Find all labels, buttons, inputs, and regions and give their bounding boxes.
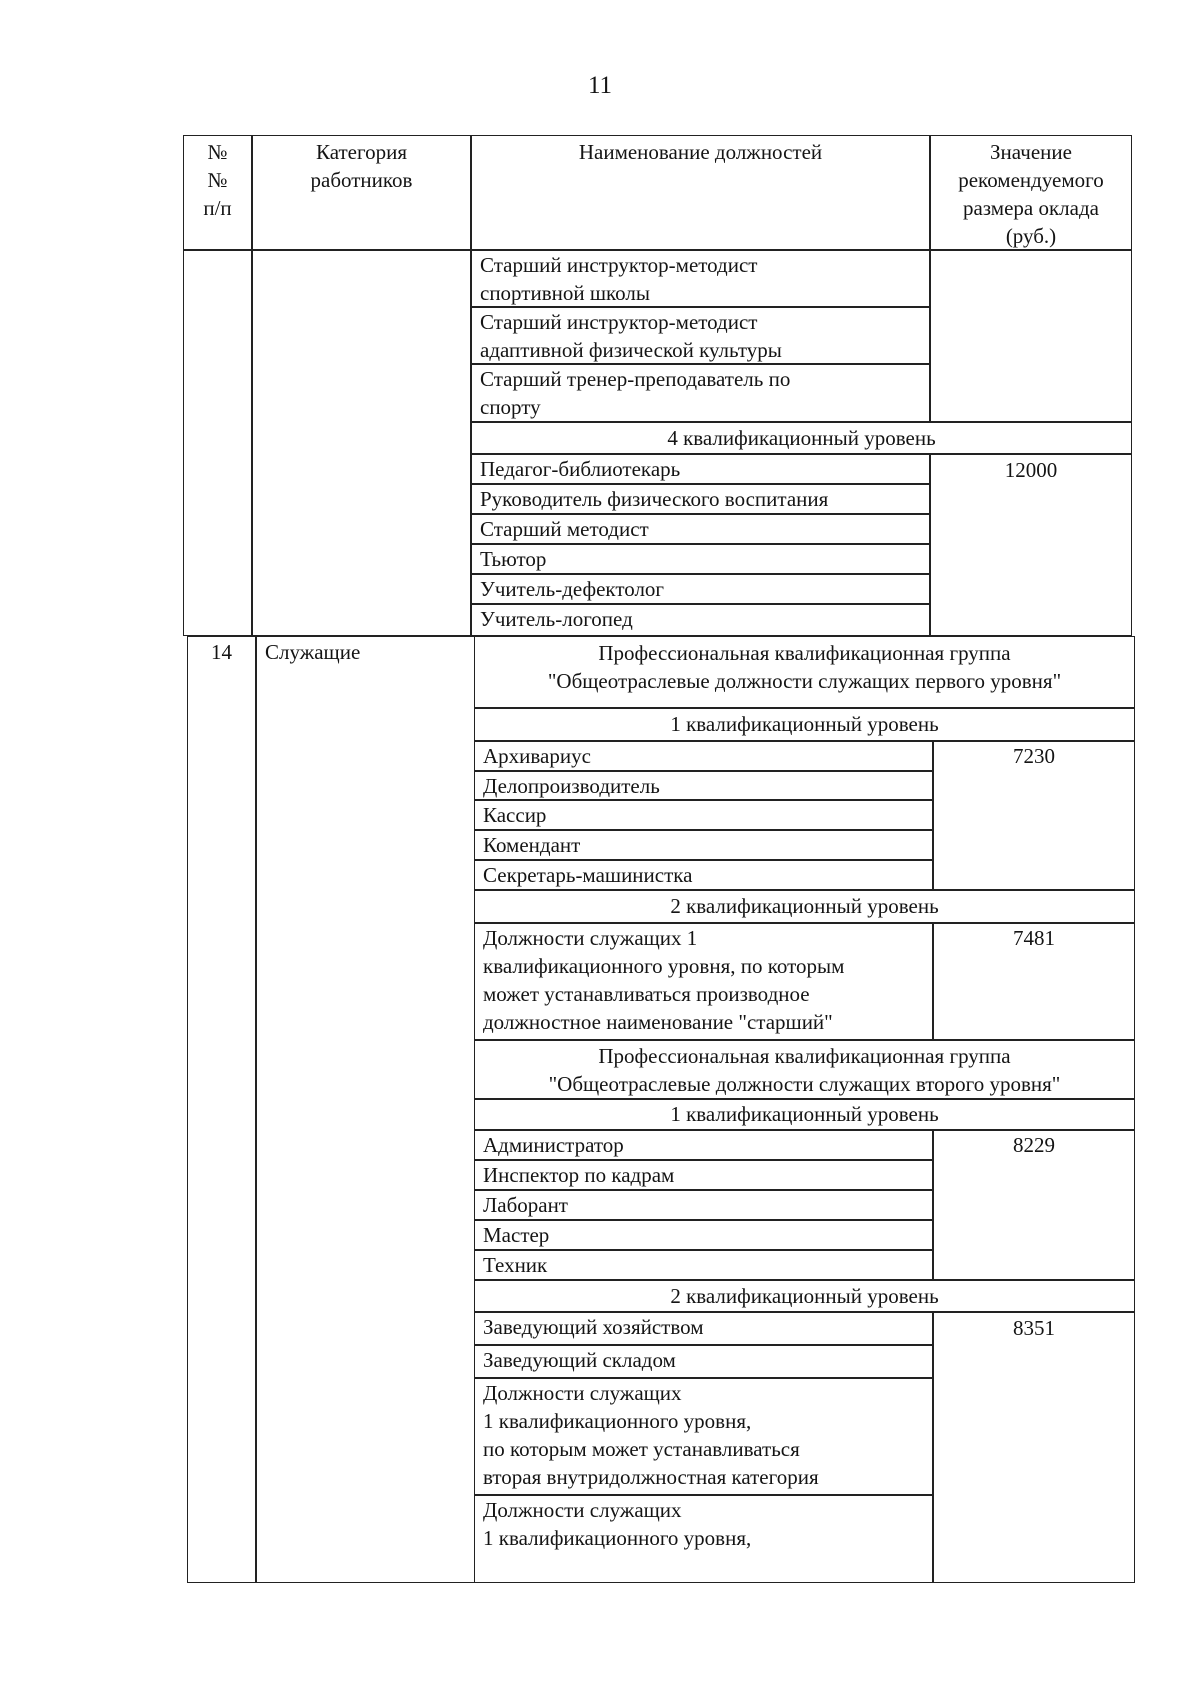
page-number: 11 bbox=[587, 72, 613, 99]
salary-cell: 12000 bbox=[930, 454, 1132, 636]
position-cell: Администратор bbox=[474, 1130, 933, 1160]
position-cell: Комендант bbox=[474, 830, 933, 860]
salary-cell: 7230 bbox=[933, 741, 1135, 890]
position-cell: Должности служащих 1 квалификационного уровня, bbox=[474, 1495, 933, 1583]
header-positions: Наименование должностей bbox=[471, 135, 930, 250]
salary-cell: 7481 bbox=[933, 923, 1135, 1040]
position-cell: Техник bbox=[474, 1250, 933, 1280]
level-header: 2 квалификационный уровень bbox=[474, 1280, 1135, 1312]
position-cell: Педагог-библиотекарь bbox=[471, 454, 930, 484]
position-cell: Секретарь-машинистка bbox=[474, 860, 933, 890]
header-no: № № п/п bbox=[183, 135, 252, 250]
position-cell: Должности служащих 1 квалификационного уровня, по которым может устанавливаться производное должностное наименование "старший" bbox=[474, 923, 933, 1040]
header-category: Категория работников bbox=[252, 135, 471, 250]
position-cell: Руководитель физического воспитания bbox=[471, 484, 930, 514]
position-cell: Кассир bbox=[474, 800, 933, 830]
position-cell: Инспектор по кадрам bbox=[474, 1160, 933, 1190]
salary-cell: 8229 bbox=[933, 1130, 1135, 1280]
category-cell-continuation bbox=[252, 250, 471, 636]
position-cell: Учитель-логопед bbox=[471, 604, 930, 636]
level-header: 2 квалификационный уровень bbox=[474, 890, 1135, 923]
position-cell: Старший инструктор-методист спортивной школы bbox=[471, 250, 930, 307]
salary-cell: 8351 bbox=[933, 1312, 1135, 1583]
position-cell: Старший тренер-преподаватель по спорту bbox=[471, 364, 930, 422]
position-cell: Должности служащих 1 квалификационного уровня, по которым может устанавливаться вторая внутридолжностная категория bbox=[474, 1378, 933, 1495]
level-header: 1 квалификационный уровень bbox=[474, 1099, 1135, 1130]
position-cell: Лаборант bbox=[474, 1190, 933, 1220]
no-cell-continuation bbox=[183, 250, 252, 636]
header-salary: Значение рекомендуемого размера оклада (руб.) bbox=[930, 135, 1132, 250]
position-cell: Заведующий хозяйством bbox=[474, 1312, 933, 1345]
category-cell: Служащие bbox=[256, 636, 475, 1583]
position-cell: Архивариус bbox=[474, 741, 933, 771]
row-number: 14 bbox=[187, 636, 256, 1583]
position-cell: Тьютор bbox=[471, 544, 930, 574]
salary-cell bbox=[930, 250, 1132, 422]
position-cell: Заведующий складом bbox=[474, 1345, 933, 1378]
position-cell: Учитель-дефектолог bbox=[471, 574, 930, 604]
level-header: 1 квалификационный уровень bbox=[474, 708, 1135, 741]
group-title: Профессиональная квалификационная группа "Общеотраслевые должности служащих первого уровня" bbox=[474, 636, 1135, 708]
level-header: 4 квалификационный уровень bbox=[471, 422, 1132, 454]
position-cell: Старший инструктор-методист адаптивной физической культуры bbox=[471, 307, 930, 364]
position-cell: Делопроизводитель bbox=[474, 771, 933, 800]
position-cell: Мастер bbox=[474, 1220, 933, 1250]
position-cell: Старший методист bbox=[471, 514, 930, 544]
group-title: Профессиональная квалификационная группа "Общеотраслевые должности служащих второго уровня" bbox=[474, 1040, 1135, 1099]
